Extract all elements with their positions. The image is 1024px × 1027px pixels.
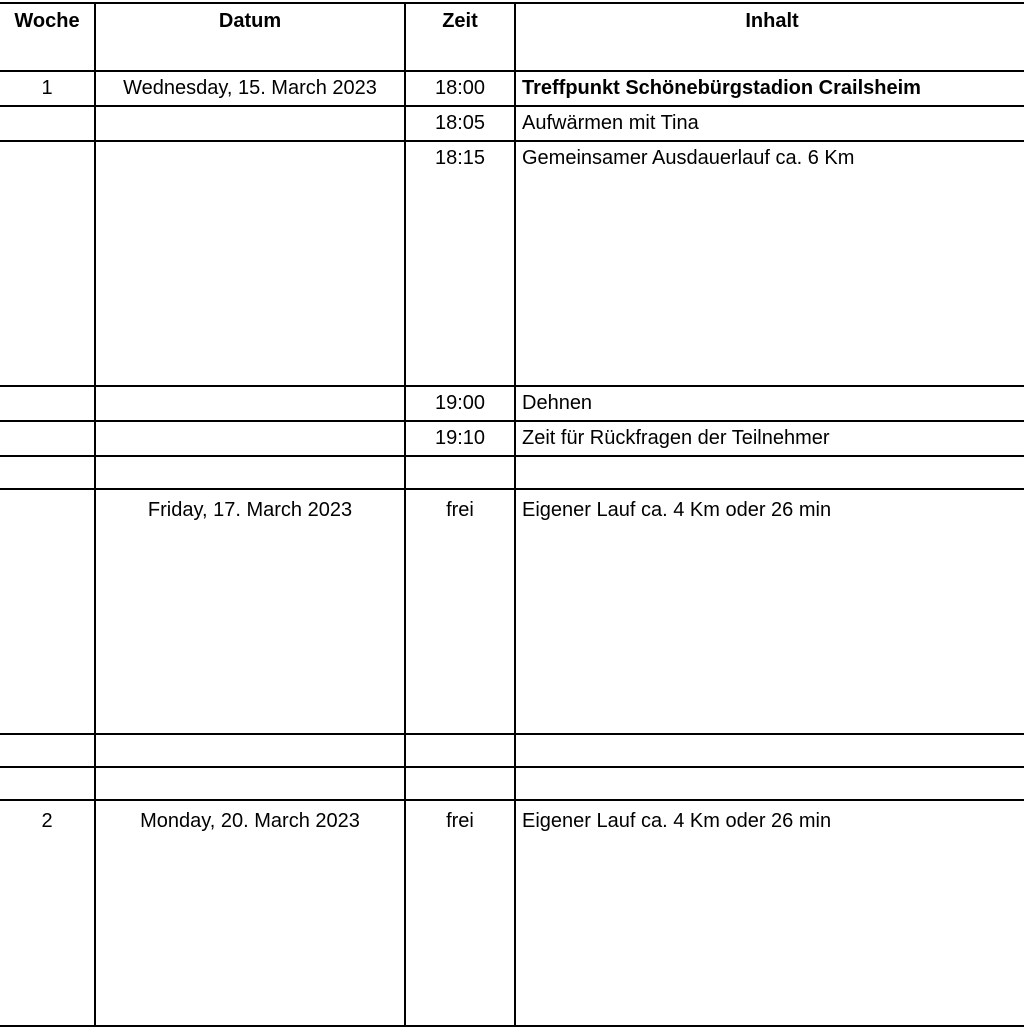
zeit-cell: frei xyxy=(405,489,515,734)
zeit-cell: 18:05 xyxy=(405,106,515,141)
table-row xyxy=(0,456,1024,489)
woche-cell xyxy=(0,456,95,489)
woche-cell xyxy=(0,421,95,456)
table-row xyxy=(0,141,1024,386)
inhalt-cell: Zeit für Rückfragen der Teilnehmer xyxy=(515,421,1024,456)
header-datum: Datum xyxy=(95,3,405,71)
datum-cell xyxy=(95,386,405,421)
woche-cell xyxy=(0,489,95,734)
header-row xyxy=(0,3,1024,71)
woche-cell xyxy=(0,386,95,421)
zeit-cell xyxy=(405,456,515,489)
inhalt-cell: Eigener Lauf ca. 4 Km oder 26 min xyxy=(515,800,1024,1026)
table-row xyxy=(0,71,1024,106)
inhalt-cell: Treffpunkt Schönebürgstadion Crailsheim xyxy=(515,71,1024,106)
datum-cell: Monday, 20. March 2023 xyxy=(95,800,405,1026)
datum-cell xyxy=(95,106,405,141)
header-woche: Woche xyxy=(0,3,95,71)
header-zeit: Zeit xyxy=(405,3,515,71)
table-row xyxy=(0,800,1024,1026)
inhalt-cell: Gemeinsamer Ausdauerlauf ca. 6 Km xyxy=(515,141,1024,386)
woche-cell xyxy=(0,734,95,767)
datum-cell: Friday, 17. March 2023 xyxy=(95,489,405,734)
zeit-cell xyxy=(405,734,515,767)
inhalt-cell: Eigener Lauf ca. 4 Km oder 26 min xyxy=(515,489,1024,734)
table-row xyxy=(0,386,1024,421)
datum-cell xyxy=(95,456,405,489)
header-inhalt: Inhalt xyxy=(515,3,1024,71)
table-row xyxy=(0,734,1024,767)
datum-cell xyxy=(95,141,405,386)
inhalt-cell xyxy=(515,734,1024,767)
zeit-cell: 19:10 xyxy=(405,421,515,456)
zeit-cell: frei xyxy=(405,800,515,1026)
zeit-cell: 18:15 xyxy=(405,141,515,386)
woche-cell: 1 xyxy=(0,71,95,106)
zeit-cell: 19:00 xyxy=(405,386,515,421)
training-schedule-table xyxy=(0,2,1024,1027)
inhalt-cell: Aufwärmen mit Tina xyxy=(515,106,1024,141)
datum-cell xyxy=(95,734,405,767)
woche-cell: 2 xyxy=(0,800,95,1026)
datum-cell xyxy=(95,421,405,456)
table-row xyxy=(0,106,1024,141)
woche-cell xyxy=(0,767,95,800)
inhalt-cell: Dehnen xyxy=(515,386,1024,421)
table-row xyxy=(0,767,1024,800)
table-row xyxy=(0,489,1024,734)
woche-cell xyxy=(0,106,95,141)
datum-cell: Wednesday, 15. March 2023 xyxy=(95,71,405,106)
datum-cell xyxy=(95,767,405,800)
zeit-cell xyxy=(405,767,515,800)
woche-cell xyxy=(0,141,95,386)
inhalt-cell xyxy=(515,767,1024,800)
zeit-cell: 18:00 xyxy=(405,71,515,106)
inhalt-cell xyxy=(515,456,1024,489)
table-row xyxy=(0,421,1024,456)
